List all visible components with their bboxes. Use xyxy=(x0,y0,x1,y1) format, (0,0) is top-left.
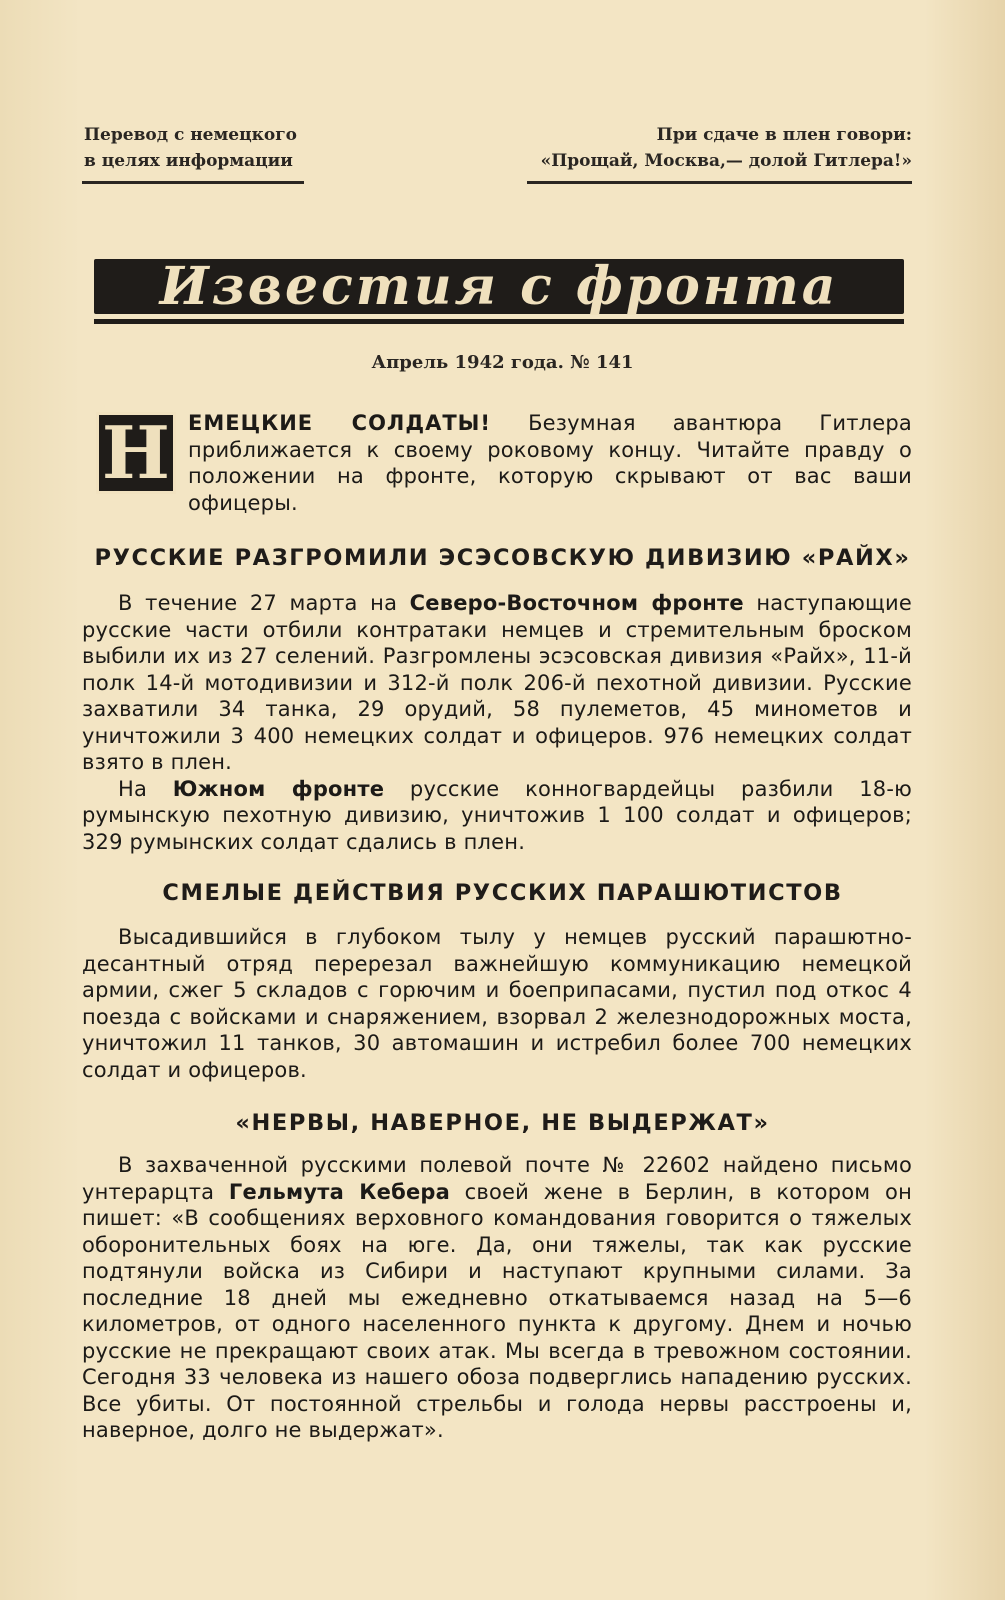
section-heading-paratroopers: СМЕЛЫЕ ДЕЙСТВИЯ РУССКИХ ПАРАШЮТИСТОВ xyxy=(162,880,843,906)
translation-note-line2: в целях информации xyxy=(84,151,293,171)
drop-cap: Н xyxy=(96,412,176,494)
text-run: русские конногвардейцы разбили 18-ю румынскую пехотную дивизию, уничтожив 1 100 солдат и офицеров; 329 румынских солдат сдались в плен. xyxy=(82,776,912,854)
masthead-underline xyxy=(94,319,904,324)
text-run: наступающие русские части отбили контратаки немцев и стремительным броском выбили их из 27 селений. Разгромлены эсэсовская дивизия «Райх», 11-й полк 14-й мотодивизии и 312-й полк 206-й пехотной дивизии. Русские захватили 34 танка, 29 орудий, 58 пулеметов, 45 минометов и уничтожили 3 400 немецких солдат и офицеров. 976 немецких солдат взято в плен. xyxy=(82,591,912,774)
translation-note xyxy=(84,122,304,174)
masthead-banner xyxy=(94,256,904,317)
text-run: своей жене в Берлин, в котором он пишет: «В сообщениях верховного командования говорится о тяжелых оборонительных боях на юге. Да, они тяжелы, так как русские подтянули войска из Сибири и наступают крупными силами. За последние 18 дней мы ежедневно откатываемся назад на 5—6 километров, от одного населенного пункта к другому. Днем и ночью русские не прекращают своих атак. Мы всегда в тревожном состоянии. Сегодня 33 человека из нашего обоза подверглись нападению русских. Все убиты. От постоянной стрельбы и голода нервы расстроены и, наверное, долго не выдержат». xyxy=(82,1179,912,1442)
text-run: В течение 27 марта на xyxy=(118,591,410,615)
section-reich-paragraph-1 xyxy=(82,590,912,776)
section-heading-reich: РУССКИЕ РАЗГРОМИЛИ ЭСЭСОВСКУЮ ДИВИЗИЮ «РАЙХ» xyxy=(94,545,911,571)
section-paratroopers-paragraph: Высадившийся в глубоком тылу у немцев русский парашютно-десантный отряд перерезал важнейшую коммуникацию немецкой армии, сжег 5 складов с горючим и боеприпасами, пустил под откос 4 поезда с войсками и снаряжением, взорвал 2 железнодорожных моста, уничтожил 11 танков, 30 автомашин и истребил более 700 немецких солдат и офицеров. xyxy=(82,925,912,1082)
section-nerves xyxy=(82,1152,912,1444)
surrender-slogan xyxy=(520,122,912,174)
section-reich xyxy=(82,590,912,855)
intro-text: Безумная авантюра Гитлера приближается к своему роковому концу. Читайте правду о положении на фронте, которую скрывают от вас ваши офицеры. xyxy=(188,411,913,515)
front-name: Северо-Восточном фронте xyxy=(409,591,744,615)
section-heading-nerves: «НЕРВЫ, НАВЕРНОЕ, НЕ ВЫДЕРЖАТ» xyxy=(235,1110,770,1136)
issue-line: Апрель 1942 года. № 141 xyxy=(371,352,634,373)
text-run: В захваченной русскими полевой почте № 22602 найдено письмо унтерарцта xyxy=(82,1153,912,1204)
header-right-rule xyxy=(527,181,912,184)
section-paratroopers xyxy=(82,924,912,1083)
surrender-slogan-line1: При сдаче в плен говори: xyxy=(656,125,912,145)
section-nerves-paragraph xyxy=(82,1152,912,1444)
section-reich-paragraph-2 xyxy=(82,776,912,856)
translation-note-line1: Перевод с немецкого xyxy=(84,125,298,145)
text-run: На xyxy=(118,776,173,801)
intro-paragraph xyxy=(82,410,912,516)
header-left-rule xyxy=(82,181,304,184)
person-name: Гельмута Кебера xyxy=(228,1179,451,1204)
front-name: Южном фронте xyxy=(172,776,385,801)
masthead-title: Известия с фронта xyxy=(159,256,839,317)
intro-lead: ЕМЕЦКИЕ СОЛДАТЫ! xyxy=(188,411,491,435)
surrender-slogan-line2: «Прощай, Москва,— долой Гитлера!» xyxy=(540,151,912,171)
